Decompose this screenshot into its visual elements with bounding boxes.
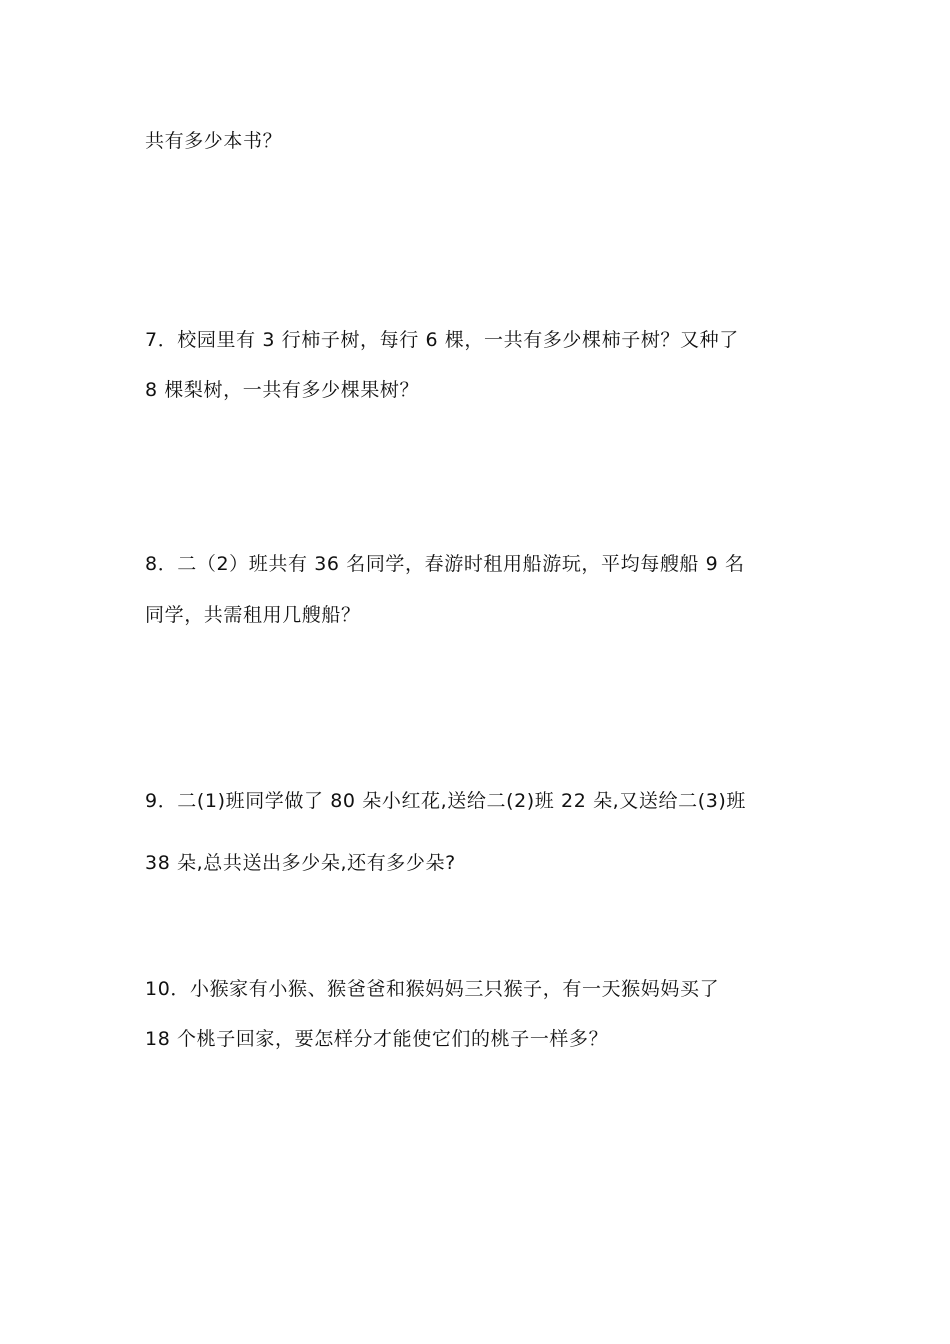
problem-7-line-2: 8 棵梨树，一共有多少棵果树？ xyxy=(145,379,420,401)
problem-8-line-1: 8．二（2）班共有 36 名同学，春游时租用船游玩，平均每艘船 9 名 xyxy=(145,553,745,575)
problem-10-line-2: 18 个桃子回家，要怎样分才能使它们的桃子一样多？ xyxy=(145,1028,609,1050)
problem-6-continuation: 共有多少本书？ xyxy=(145,130,283,152)
problem-9-line-2: 38 朵,总共送出多少朵,还有多少朵? xyxy=(145,852,456,874)
problem-8-line-2: 同学，共需租用几艘船？ xyxy=(145,604,361,626)
problem-7-line-1: 7．校园里有 3 行柿子树，每行 6 棵，一共有多少棵柿子树？又种了 xyxy=(145,329,739,351)
problem-10-line-1: 10．小猴家有小猴、猴爸爸和猴妈妈三只猴子，有一天猴妈妈买了 xyxy=(145,978,720,1000)
problem-9-line-1: 9．二(1)班同学做了 80 朵小红花,送给二(2)班 22 朵,又送给二(3)班 xyxy=(145,790,747,812)
